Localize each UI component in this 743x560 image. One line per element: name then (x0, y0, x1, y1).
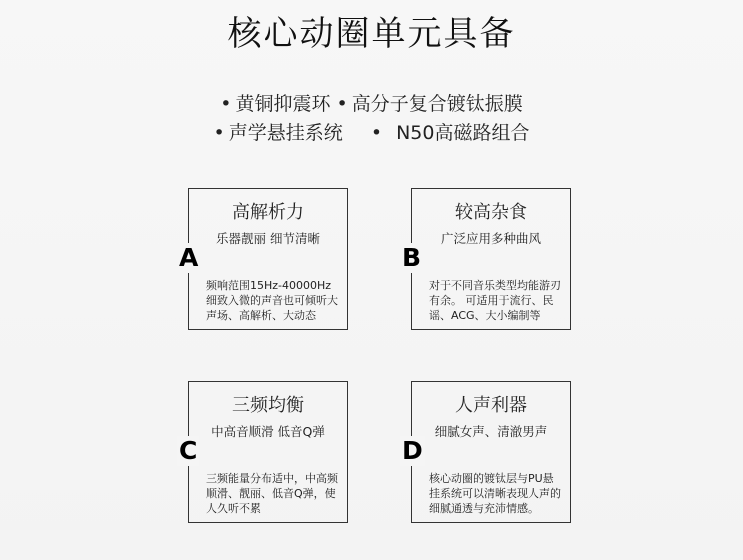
feature-item: 黄铜抑震环 (235, 93, 331, 115)
bullet-dot: • (220, 93, 232, 115)
card-description: 三频能量分布适中，中高频顺滑、靓丽、低音Q弹，使人久听不累 (206, 472, 338, 515)
card-description: 频响范围15Hz-40000Hz细致入微的声音也可倾听大声场、高解析、大动态 (206, 279, 338, 322)
feature-item: 高分子复合镀钛振膜 (351, 93, 523, 115)
card-heading: 人声利器 (455, 395, 527, 416)
feature-card-a (179, 188, 348, 330)
feature-card-d (402, 381, 571, 523)
card-description: 对于不同音乐类型均能游刃有余。 可适用于流行、民谣、ACG、大小编制等 (429, 279, 561, 322)
card-subtitle: 广泛应用多种曲风 (440, 231, 541, 246)
card-letter: D (402, 436, 423, 465)
card-subtitle: 细腻女声、清澈男声 (434, 424, 548, 439)
card-heading: 高解析力 (232, 202, 304, 223)
card-subtitle: 乐器靓丽 细节清晰 (216, 231, 320, 246)
bullet-dot: • (370, 122, 383, 144)
bullet-dot: • (213, 122, 225, 144)
feature-card-c (179, 381, 348, 523)
feature-line-2 (0, 118, 743, 145)
feature-item: N50高磁路组合 (396, 122, 530, 144)
feature-item: 声学悬挂系统 (228, 122, 343, 144)
page-title: 核心动圈单元具备 (227, 14, 516, 54)
feature-line-1 (0, 89, 743, 116)
card-heading: 较高杂食 (455, 202, 527, 223)
card-letter: C (179, 436, 198, 465)
card-letter: B (402, 243, 422, 272)
card-heading: 三频均衡 (232, 395, 304, 416)
card-description: 核心动圈的镀钛层与PU悬挂系统可以清晰表现人声的细腻通透与充沛情感。 (429, 472, 561, 515)
bullet-dot: • (336, 93, 348, 115)
card-subtitle: 中高音顺滑 低音Q弹 (211, 424, 325, 439)
feature-card-b (402, 188, 571, 330)
card-letter: A (179, 243, 199, 272)
